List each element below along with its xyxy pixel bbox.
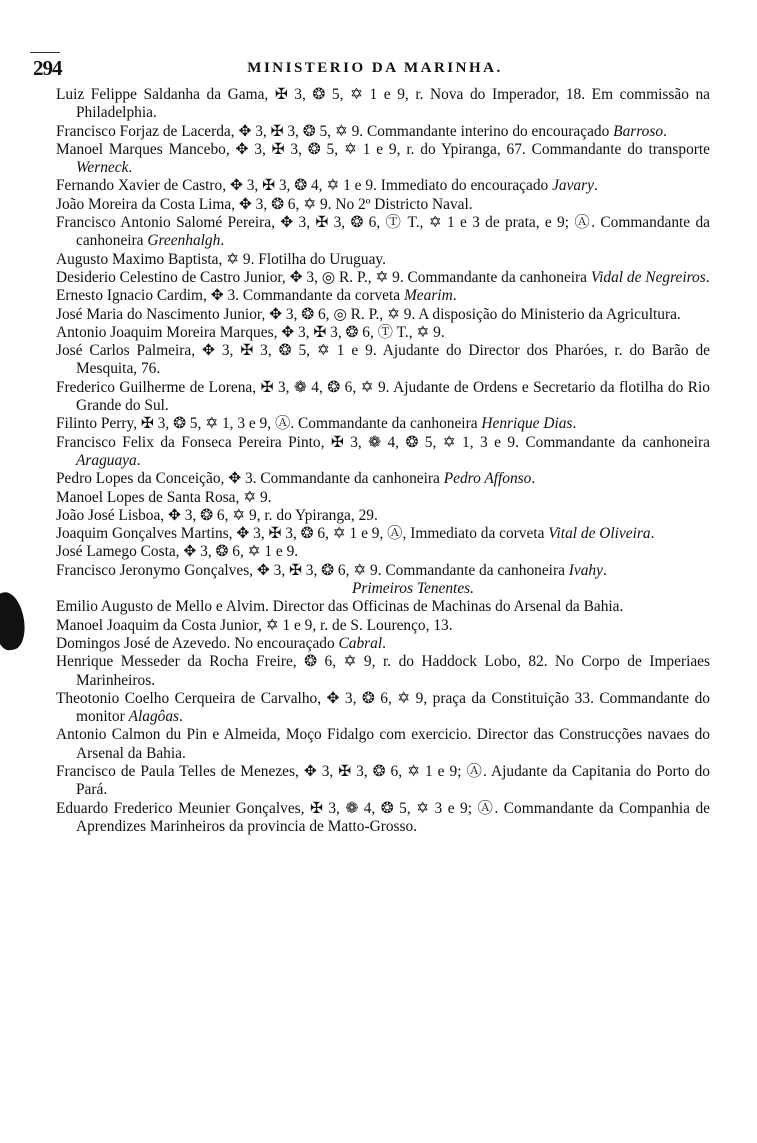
officer-entry [56, 800, 710, 837]
section-heading: Primeiros Tenentes. [352, 580, 474, 598]
ship-name: Alagôas [128, 708, 180, 726]
ship-name: Vidal de Negreiros [590, 268, 706, 286]
officer-entry [56, 287, 710, 305]
ship-name: Greenhalgh [147, 232, 221, 250]
officer-entry [56, 726, 710, 763]
entry-text: Francisco Forjaz de Lacerda, ✥ 3, ✠ 3, ❂ 5, ✡ 9. Commandante interino do encouraçado [56, 122, 614, 140]
entry-text: Filinto Perry, ✠ 3, ❂ 5, ✡ 1, 3 e 9, Ⓐ. Commandante da canhoneira [56, 415, 482, 433]
ink-blot [0, 590, 28, 652]
entry-text: Joaquim Gonçalves Martins, ✥ 3, ✠ 3, ❂ 6, ✡ 1 e 9, Ⓐ, Immediato da corveta [56, 525, 549, 543]
entry-text: Domingos José de Azevedo. No encouraçado [56, 634, 339, 652]
entry-text: . [128, 159, 133, 177]
ship-name: Pedro Affonso [443, 470, 532, 488]
entry-text: Francisco Jeronymo Gonçalves, ✥ 3, ✠ 3, ❂ 6, ✡ 9. Commandante da canhoneira [56, 561, 569, 579]
entry-text: João Moreira da Costa Lima, ✥ 3, ❂ 6, ✡ 9. No 2º Districto Naval. [56, 195, 473, 213]
ship-name: Vital de Oliveira [548, 525, 651, 543]
entry-text: José Carlos Palmeira, ✥ 3, ✠ 3, ❂ 5, ✡ 1 e 9. Ajudante do Director dos Pharóes, r. do Barão de Mesquita, 76. [56, 342, 710, 378]
entry-text: . [382, 634, 386, 652]
officer-entry [56, 470, 710, 488]
ship-name: Werneck [76, 159, 129, 177]
entry-text: Francisco Antonio Salomé Pereira, ✥ 3, ✠ 3, ❂ 6, Ⓣ T., ✡ 1 e 3 de prata, e 9; Ⓐ. Commandante da canhoneira [56, 214, 710, 250]
ship-name: Barroso [613, 122, 664, 140]
entry-text: . [531, 470, 536, 488]
entries-capitaes-tenentes [56, 86, 710, 580]
entry-text: Francisco de Paula Telles de Menezes, ✥ 3, ✠ 3, ❂ 6, ✡ 1 e 9; Ⓐ. Ajudante da Capitania do Porto do Pará. [56, 762, 710, 799]
officer-entry [56, 214, 710, 251]
officer-entry [56, 489, 710, 507]
entry-text: Fernando Xavier de Castro, ✥ 3, ✠ 3, ❂ 4, ✡ 1 e 9. Immediato do encouraçado [56, 177, 553, 195]
entry-text: Augusto Maximo Baptista, ✡ 9. Flotilha do Uruguay. [56, 250, 386, 268]
ship-name: Ivahy [568, 561, 603, 579]
entry-text: . [650, 525, 655, 543]
officer-entry [56, 690, 710, 727]
officer-entry [56, 653, 710, 690]
ship-name: Henrique Dias [481, 415, 573, 433]
ship-name: Araguaya [76, 451, 137, 469]
entry-text: . [572, 415, 577, 433]
entry-text: Emilio Augusto de Mello e Alvim. Director das Officinas de Machinas do Arsenal da Bahia. [56, 598, 624, 616]
officer-entry [56, 177, 710, 195]
officer-entry [56, 617, 710, 635]
officer-entry [56, 269, 710, 287]
entry-text: Desiderio Celestino de Castro Junior, ✥ 3, ◎ R. P., ✡ 9. Commandante da canhoneira [56, 268, 591, 286]
page-number: 294 [33, 56, 62, 80]
entry-text: . [663, 122, 667, 140]
entry-text: Antonio Joaquim Moreira Marques, ✥ 3, ✠ 3, ❂ 6, Ⓣ T., ✡ 9. [56, 323, 445, 341]
entry-text: José Lamego Costa, ✥ 3, ❂ 6, ✡ 1 e 9. [56, 543, 299, 561]
entry-text: Eduardo Frederico Meunier Gonçalves, ✠ 3, ❁ 4, ❂ 5, ✡ 3 e 9; Ⓐ. Commandante da Companhia de Aprendizes Marinheiros da provincia de Matto-Grosso. [56, 799, 710, 835]
entry-text: Francisco Felix da Fonseca Pereira Pinto, ✠ 3, ❁ 4, ❂ 5, ✡ 1, 3 e 9. Commandante da canhoneira [56, 433, 710, 451]
officer-entry [56, 86, 710, 123]
officer-entry [56, 306, 710, 324]
ship-name: Mearim [403, 287, 453, 305]
officer-entry [56, 525, 710, 543]
entry-text: Pedro Lopes da Conceição, ✥ 3. Commandante da canhoneira [56, 470, 444, 488]
entry-text: Manoel Joaquim da Costa Junior, ✡ 1 e 9, r. de S. Lourenço, 13. [56, 616, 453, 634]
entry-text: Ernesto Ignacio Cardim, ✥ 3. Commandante da corveta [56, 287, 404, 305]
officer-entry [56, 598, 710, 616]
header-rule [30, 52, 60, 53]
officer-entry [56, 434, 710, 471]
officer-entry [56, 379, 710, 416]
entry-text: Antonio Calmon du Pin e Almeida, Moço Fidalgo com exercicio. Director das Construcções navaes do Arsenal da Bahia. [56, 726, 710, 762]
entry-text: . [593, 177, 598, 195]
officer-entry [56, 507, 710, 525]
officer-entry [56, 635, 710, 653]
officer-entry [56, 141, 710, 178]
entry-text: Henrique Messeder da Rocha Freire, ❂ 6, ✡ 9, r. do Haddock Lobo, 82. No Corpo de Imperiaes Marinheiros. [56, 653, 710, 689]
entry-text: . [220, 232, 225, 250]
entry-text: Luiz Felippe Saldanha da Gama, ✠ 3, ❂ 5, ✡ 1 e 9, r. Nova do Imperador, 18. Em commissão na Philadelphia. [56, 86, 710, 122]
running-title: MINISTERIO DA MARINHA. [247, 60, 503, 76]
officer-entry [56, 324, 710, 342]
officer-entry [56, 543, 710, 561]
entry-text: . [602, 561, 607, 579]
officer-entry [56, 763, 710, 800]
officer-entry [56, 123, 710, 141]
entry-text: João José Lisboa, ✥ 3, ❂ 6, ✡ 9, r. do Ypiranga, 29. [56, 506, 378, 524]
ship-name: Javary [552, 177, 594, 195]
entry-text: . [705, 268, 710, 286]
page-header [30, 56, 720, 82]
officer-entry [56, 342, 710, 379]
entry-text: Manoel Lopes de Santa Rosa, ✡ 9. [56, 488, 272, 506]
entry-text: Frederico Guilherme de Lorena, ✠ 3, ❁ 4, ❂ 6, ✡ 9. Ajudante de Ordens e Secretario da flotilha do Rio Grande do Sul. [56, 378, 710, 415]
officer-entry [56, 562, 710, 580]
page-body [56, 86, 710, 836]
entry-text: . [136, 451, 141, 469]
entry-text: José Maria do Nascimento Junior, ✥ 3, ❂ 6, ◎ R. P., ✡ 9. A disposição do Ministerio da Agricultura. [56, 305, 681, 323]
ship-name: Cabral [338, 634, 383, 652]
officer-entry [56, 196, 710, 214]
entries-primeiros-tenentes [56, 598, 710, 836]
entry-text: Theotonio Coelho Cerqueira de Carvalho, ✥ 3, ❂ 6, ✡ 9, praça da Constituição 33. Commandante do monitor [56, 689, 710, 726]
entry-text: . [179, 708, 183, 726]
officer-entry [56, 415, 710, 433]
entry-text: . [452, 287, 457, 305]
officer-entry [56, 251, 710, 269]
entry-text: Manoel Marques Mancebo, ✥ 3, ✠ 3, ❂ 5, ✡ 1 e 9, r. do Ypiranga, 67. Commandante do transporte [56, 140, 710, 158]
